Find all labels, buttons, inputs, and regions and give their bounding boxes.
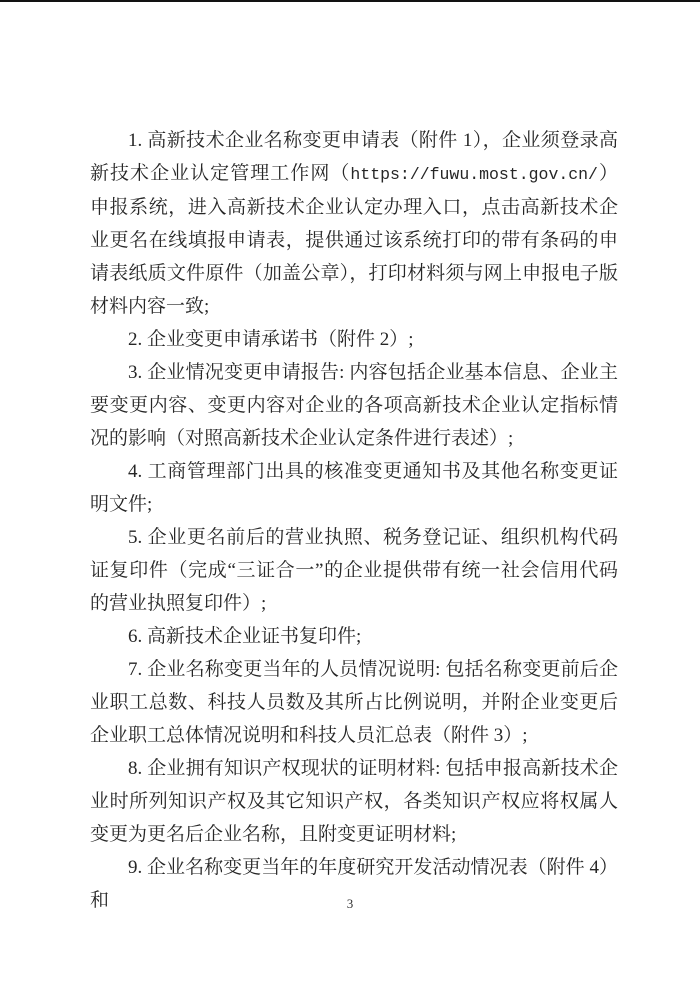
body-text: 6. 高新技术企业证书复印件; xyxy=(128,626,362,647)
body-text: 7. 企业名称变更当年的人员情况说明: 包括名称变更前后企业职工总数、科技人员数及其所占比例说明，并附企业变更后企业职工总体情况说明和科技人员汇总表（附件 3）; xyxy=(90,659,618,746)
paragraph-item-8 xyxy=(90,752,618,851)
paragraph-list xyxy=(90,124,618,917)
paragraph-item-7 xyxy=(90,653,618,752)
body-text: 3. 企业情况变更申请报告: 内容包括企业基本信息、企业主要变更内容、变更内容对企业的各项高新技术企业认定指标情况的影响（对照高新技术企业认定条件进行表述）; xyxy=(90,362,618,449)
body-text: 4. 工商管理部门出具的核准变更通知书及其他名称变更证明文件; xyxy=(90,461,618,515)
paragraph-item-1 xyxy=(90,124,618,323)
body-text: 1. 高新技术企业名称变更申请表（附件 1），企业须登录高新技术企业认定管理工作网（ xyxy=(90,130,618,184)
document-body xyxy=(90,124,618,917)
paragraph-item-5 xyxy=(90,521,618,620)
paragraph-item-3 xyxy=(90,356,618,455)
body-text: 8. 企业拥有知识产权现状的证明材料: 包括申报高新技术企业时所列知识产权及其它知识产权，各类知识产权应将权属人变更为更名后企业名称，且附变更证明材料; xyxy=(90,758,618,845)
body-text: 9. 企业名称变更当年的年度研究开发活动情况表（附件 4）和 xyxy=(90,857,618,911)
url-text: https://fuwu.most.gov.cn/ xyxy=(350,165,598,184)
body-text: 2. 企业变更申请承诺书（附件 2）; xyxy=(128,329,414,350)
paragraph-item-6 xyxy=(90,620,618,653)
page-top-edge xyxy=(0,0,700,2)
paragraph-item-2 xyxy=(90,323,618,356)
paragraph-item-4 xyxy=(90,455,618,521)
body-text: 5. 企业更名前后的营业执照、税务登记证、组织机构代码证复印件（完成“三证合一”的企业提供带有统一社会信用代码的营业执照复印件）; xyxy=(90,527,618,614)
page-number: 3 xyxy=(346,896,354,911)
body-text: ）申报系统，进入高新技术企业认定办理入口，点击高新技术企业更名在线填报申请表，提供通过该系统打印的带有条码的申请表纸质文件原件（加盖公章），打印材料须与网上申报电子版材料内容一致; xyxy=(90,163,618,317)
